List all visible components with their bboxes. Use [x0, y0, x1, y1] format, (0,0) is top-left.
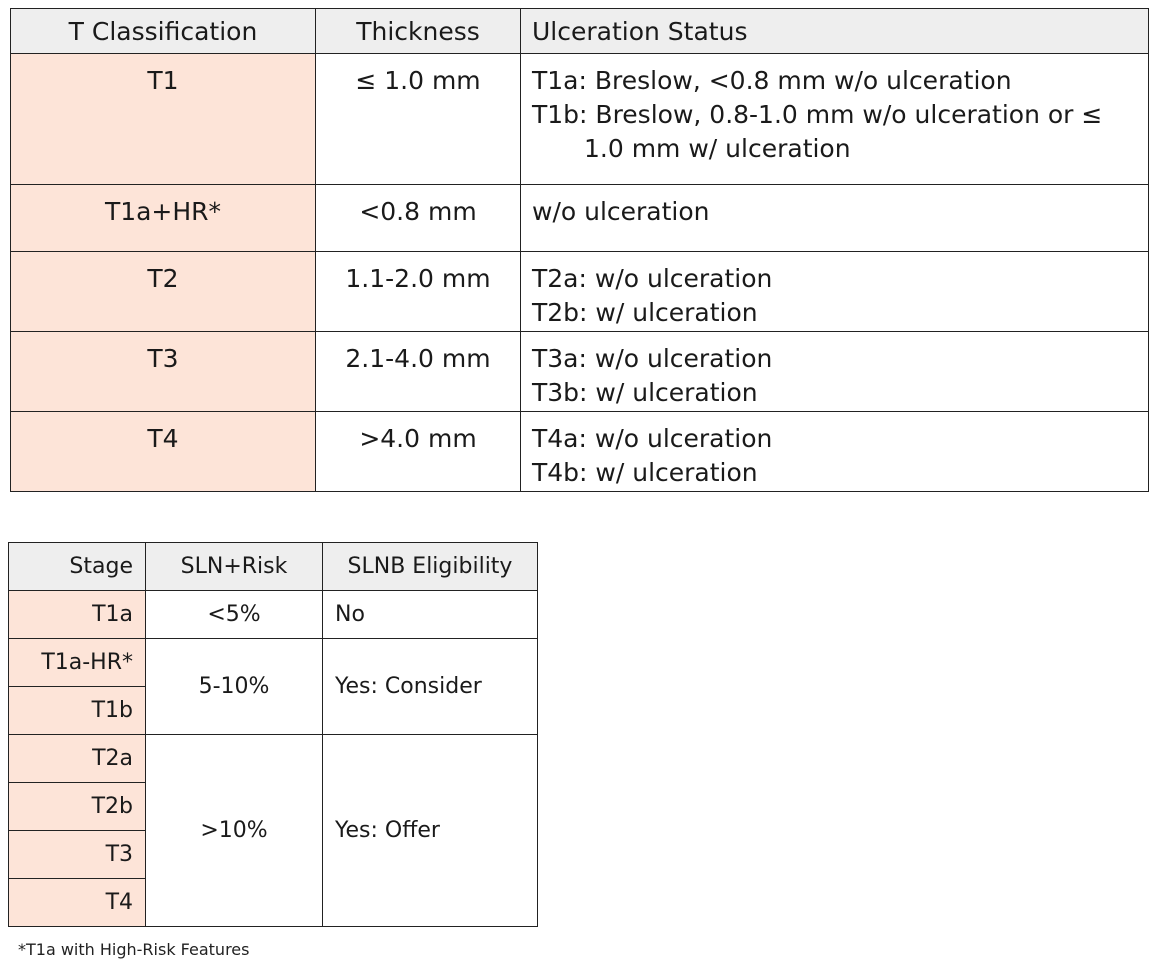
table-row — [11, 332, 1149, 412]
slnb-eligibility-cell: Yes: Offer — [323, 735, 538, 927]
sln-risk-cell: <5% — [146, 591, 323, 639]
header-t-classification: T Classification — [11, 9, 316, 54]
t-class-cell: T1a+HR* — [11, 185, 316, 252]
table-row — [9, 639, 538, 687]
t-classification-table — [10, 8, 1149, 492]
stage-cell: T2a — [9, 735, 146, 783]
header-thickness: Thickness — [316, 9, 521, 54]
table-row — [11, 252, 1149, 332]
slnb-eligibility-cell: Yes: Consider — [323, 639, 538, 735]
stage-cell: T4 — [9, 879, 146, 927]
sln-risk-cell: >10% — [146, 735, 323, 927]
ulceration-line: T2b: w/ ulceration — [532, 298, 758, 327]
thickness-cell: >4.0 mm — [316, 412, 521, 492]
header-sln-risk: SLN+Risk — [146, 543, 323, 591]
ulceration-cell — [521, 412, 1149, 492]
ulceration-line: T3a: w/o ulceration — [532, 344, 773, 373]
ulceration-line: T1b: Breslow, 0.8-1.0 mm w/o ulceration or ≤ 1.0 mm w/ ulceration — [532, 100, 1103, 163]
table-row — [9, 591, 538, 639]
header-stage: Stage — [9, 543, 146, 591]
ulceration-line: T1a: Breslow, <0.8 mm w/o ulceration — [532, 66, 1012, 95]
stage-cell: T3 — [9, 831, 146, 879]
thickness-cell: ≤ 1.0 mm — [316, 54, 521, 185]
header-slnb-eligibility: SLNB Eligibility — [323, 543, 538, 591]
t-class-cell: T1 — [11, 54, 316, 185]
slnb-eligibility-cell: No — [323, 591, 538, 639]
table-row — [9, 735, 538, 783]
thickness-cell: <0.8 mm — [316, 185, 521, 252]
table-header-row — [11, 9, 1149, 54]
stage-cell: T1a-HR* — [9, 639, 146, 687]
thickness-cell: 2.1-4.0 mm — [316, 332, 521, 412]
ulceration-line: T2a: w/o ulceration — [532, 264, 773, 293]
t-class-cell: T3 — [11, 332, 316, 412]
table-row — [11, 54, 1149, 185]
ulceration-cell — [521, 185, 1149, 252]
t-class-cell: T2 — [11, 252, 316, 332]
stage-cell: T1b — [9, 687, 146, 735]
sln-risk-table — [8, 542, 538, 927]
t-class-cell: T4 — [11, 412, 316, 492]
footnote: *T1a with High-Risk Features — [18, 940, 250, 959]
ulceration-line: T3b: w/ ulceration — [532, 378, 758, 407]
ulceration-cell — [521, 54, 1149, 185]
ulceration-line: T4a: w/o ulceration — [532, 424, 773, 453]
ulceration-cell — [521, 332, 1149, 412]
header-ulceration-status: Ulceration Status — [521, 9, 1149, 54]
table-row — [11, 412, 1149, 492]
table-row — [11, 185, 1149, 252]
thickness-cell: 1.1-2.0 mm — [316, 252, 521, 332]
ulceration-line: T4b: w/ ulceration — [532, 458, 758, 487]
stage-cell: T2b — [9, 783, 146, 831]
ulceration-cell — [521, 252, 1149, 332]
sln-risk-cell: 5-10% — [146, 639, 323, 735]
table-header-row — [9, 543, 538, 591]
ulceration-line: w/o ulceration — [532, 197, 710, 226]
stage-cell: T1a — [9, 591, 146, 639]
